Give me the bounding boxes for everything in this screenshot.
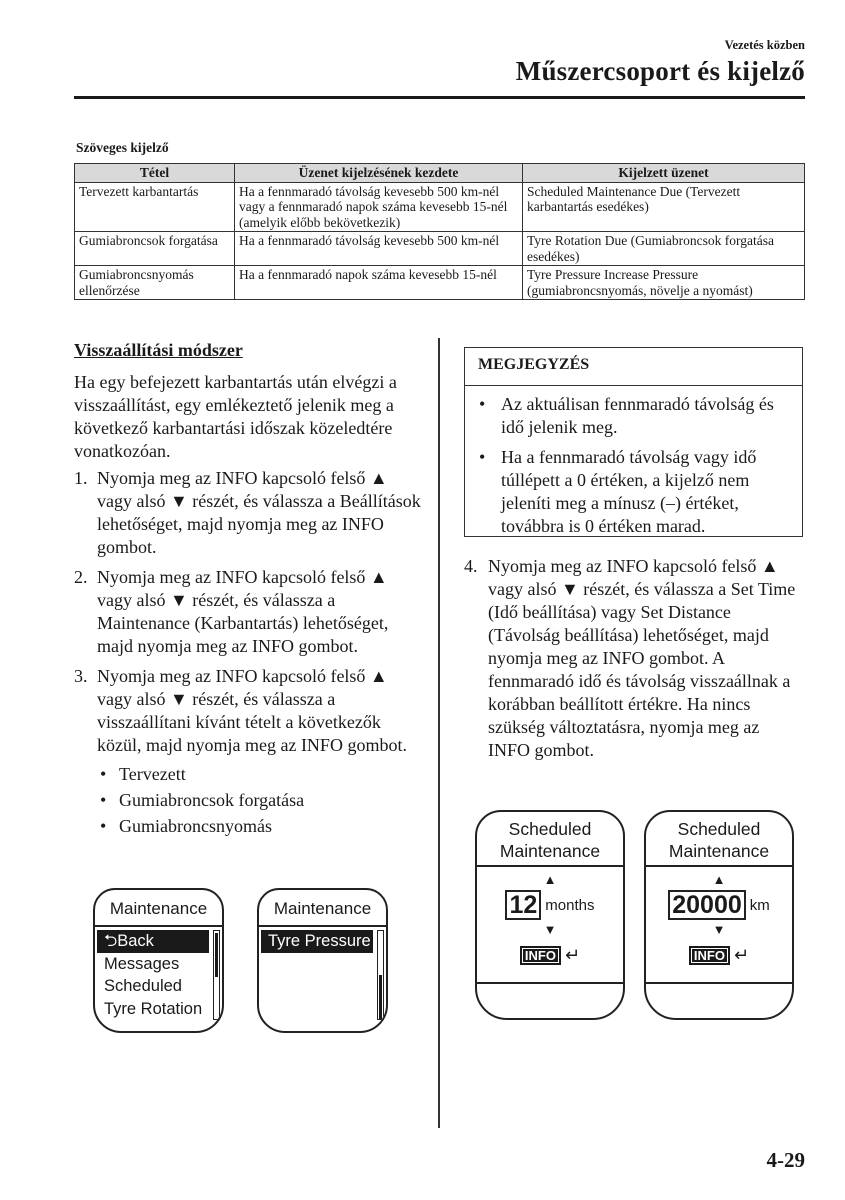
list-item-label: Gumiabroncsok forgatása: [119, 790, 305, 810]
bullet-icon: •: [479, 394, 486, 414]
display-set-distance: [644, 810, 794, 1020]
step-item: [74, 467, 426, 559]
column-header: Kijelzett üzenet: [523, 164, 805, 183]
note-box: [464, 347, 803, 537]
display-menu-list: [259, 930, 386, 953]
step-item: [74, 665, 426, 838]
column-divider: [438, 338, 440, 1128]
table-caption: Szöveges kijelző: [76, 140, 169, 155]
display-set-time: [475, 810, 625, 1020]
step-item: [464, 555, 804, 762]
scrollbar-thumb: [215, 933, 218, 977]
down-arrow-icon: ▼: [543, 922, 557, 937]
reset-steps: [74, 467, 426, 845]
info-badge: INFO: [520, 946, 561, 965]
title-rule: [74, 96, 805, 99]
display-title-line2: Maintenance: [668, 841, 770, 861]
table-cell-start: Ha a fennmaradó távolság kevesebb 500 km-nél: [235, 232, 523, 266]
table-row: [75, 266, 805, 300]
display-value-row: [477, 890, 623, 920]
display-maintenance-menu-2: [257, 888, 388, 1033]
display-value: 20000: [668, 890, 746, 920]
step-text: Nyomja meg az INFO kapcsoló felső ▲ vagy alsó ▼ részét, és válassza a Maintenance (Karbantartás) lehetőséget, majd nyomja meg az INFO gombot.: [97, 567, 389, 656]
reset-item-list: [97, 763, 426, 838]
note-heading: MEGJEGYZÉS: [465, 348, 802, 386]
table-cell-item: Gumiabroncsnyomás ellenőrzése: [75, 266, 235, 300]
note-item: [477, 446, 797, 538]
enter-icon: ↵: [733, 945, 750, 965]
reset-intro: Ha egy befejezett karbantartás után elvégzi a visszaállítást, egy emlékeztető jelenik meg a következő karbantartási időszak közeledtére vonatkozóan.: [74, 372, 397, 461]
list-item: [97, 763, 426, 786]
scrollbar-thumb: [379, 975, 382, 1019]
display-value: 12: [505, 890, 541, 920]
display-info-row: [477, 945, 623, 966]
display-divider: [477, 982, 623, 984]
menu-item-tyre-rotation: Tyre Rotation: [104, 999, 203, 1018]
page-title: Műszercsoport és kijelző: [515, 56, 805, 86]
table-header-row: [75, 164, 805, 183]
display-unit: km: [749, 896, 770, 914]
table-cell-item: Gumiabroncsok forgatása: [75, 232, 235, 266]
bullet-icon: •: [479, 447, 486, 467]
table-cell-start: Ha a fennmaradó távolság kevesebb 500 km-nél vagy a fennmaradó napok száma kevesebb 15-nél (amelyik előbb bekövetkezik): [235, 182, 523, 232]
display-divider: [646, 982, 792, 984]
display-title-line1: Scheduled: [508, 819, 592, 839]
display-title-line1: Scheduled: [677, 819, 761, 839]
info-badge: INFO: [689, 946, 730, 965]
display-scrollbar: [213, 930, 220, 1020]
column-header: Tétel: [75, 164, 235, 183]
display-title: Maintenance: [95, 890, 222, 927]
display-menu-list: [95, 930, 222, 1020]
column-header: Üzenet kijelzésének kezdete: [235, 164, 523, 183]
up-arrow-icon: ▲: [712, 872, 726, 887]
list-item-label: Gumiabroncsnyomás: [119, 816, 272, 836]
table-cell-item: Tervezett karbantartás: [75, 182, 235, 232]
display-title: [646, 812, 792, 867]
display-info-row: [646, 945, 792, 966]
menu-item-scheduled: Scheduled: [104, 977, 182, 995]
section-label: Vezetés közben: [724, 38, 805, 52]
list-item-label: Tervezett: [119, 764, 186, 784]
note-item-text: Ha a fennmaradó távolság vagy idő túllépett a 0 értéken, a kijelző nem jeleníti meg a mínusz (–) értéket, továbbra is 0 értéken marad.: [501, 447, 757, 536]
step-text: Nyomja meg az INFO kapcsoló felső ▲ vagy alsó ▼ részét, és válassza a Beállítások lehetőséget, majd nyomja meg az INFO gombot.: [97, 468, 421, 557]
reset-heading: Visszaállítási módszer: [74, 340, 243, 360]
table-cell-start: Ha a fennmaradó napok száma kevesebb 15-nél: [235, 266, 523, 300]
step-item: [74, 566, 426, 658]
menu-item-messages: Messages: [104, 954, 180, 973]
display-title: [477, 812, 623, 867]
message-table: [74, 163, 805, 300]
step-text: Nyomja meg az INFO kapcsoló felső ▲ vagy alsó ▼ részét, és válassza a visszaállítani kívánt tételt a következők közül, majd nyomja meg az INFO gombot.: [97, 666, 407, 755]
page-number: 4-29: [766, 1148, 805, 1172]
step-number: 1.: [74, 468, 88, 488]
table-row: [75, 232, 805, 266]
menu-item-tyre-pressure: Tyre Pressure: [261, 930, 373, 953]
table-row: [75, 182, 805, 232]
enter-icon: ↵: [564, 945, 581, 965]
display-maintenance-menu: [93, 888, 224, 1033]
note-list: [477, 393, 797, 545]
table-cell-message: Scheduled Maintenance Due (Tervezett karbantartás esedékes): [523, 182, 805, 232]
list-item: [97, 789, 426, 812]
step-number: 3.: [74, 666, 88, 686]
down-arrow-icon: ▼: [712, 922, 726, 937]
table-cell-message: Tyre Rotation Due (Gumiabroncsok forgatása esedékes): [523, 232, 805, 266]
step-number: 2.: [74, 567, 88, 587]
bullet-icon: •: [100, 764, 107, 784]
note-item: [477, 393, 797, 439]
menu-item-back: ⮌Back: [97, 930, 209, 953]
display-value-row: [646, 890, 792, 920]
step-text: Nyomja meg az INFO kapcsoló felső ▲ vagy alsó ▼ részét, és válassza a Set Time (Idő beállítása) vagy Set Distance (Távolság beállítása) lehetőséget, majd nyomja meg az INFO gombot. A fennmaradó idő és távolság visszaállnak a korábban beállított értékre. Ha nincs szükség változtatásra, nyomja meg az INFO gombot.: [488, 556, 796, 760]
display-scrollbar: [377, 930, 384, 1020]
display-title-line2: Maintenance: [499, 841, 601, 861]
note-item-text: Az aktuálisan fennmaradó távolság és idő jelenik meg.: [501, 394, 774, 437]
list-item: [97, 815, 426, 838]
bullet-icon: •: [100, 790, 107, 810]
up-arrow-icon: ▲: [543, 872, 557, 887]
table-cell-message: Tyre Pressure Increase Pressure (gumiabroncsnyomás, növelje a nyomást): [523, 266, 805, 300]
bullet-icon: •: [100, 816, 107, 836]
step-number: 4.: [464, 556, 478, 576]
display-title: Maintenance: [259, 890, 386, 927]
display-unit: months: [545, 896, 595, 914]
